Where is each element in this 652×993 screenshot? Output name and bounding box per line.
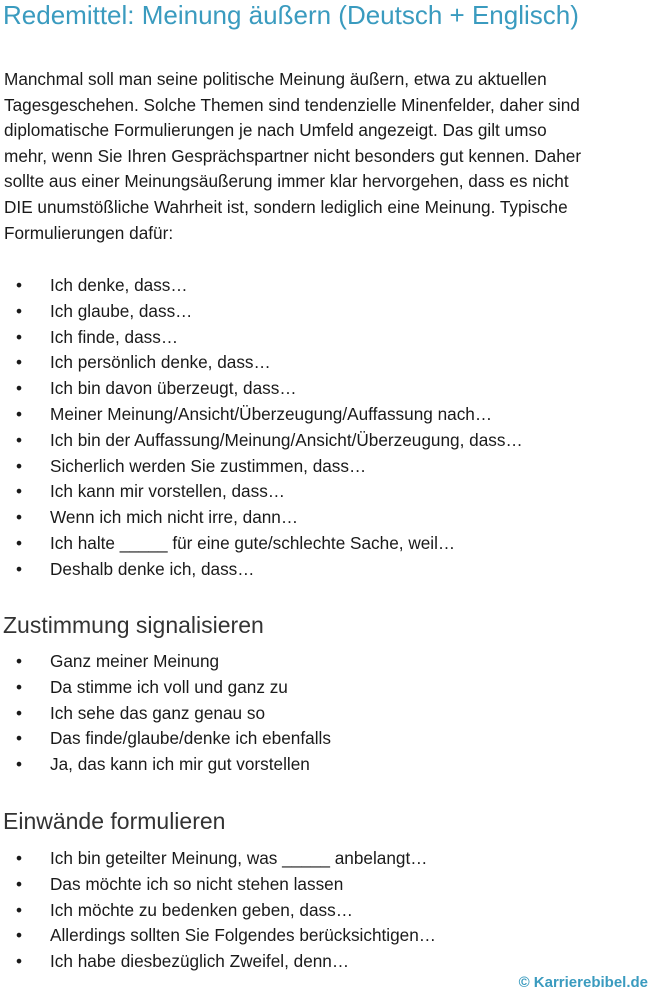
list-item: • Ja, das kann ich mir gut vorstellen (0, 752, 331, 778)
objections-heading: Einwände formulieren (3, 808, 226, 834)
list-item: • Ich denke, dass… (0, 273, 523, 299)
copyright-notice: © Karrierebibel.de (518, 974, 648, 991)
intro-paragraph (4, 67, 644, 246)
page-title: Redemittel: Meinung äußern (Deutsch + Englisch) (3, 0, 579, 30)
list-item: • Wenn ich mich nicht irre, dann… (0, 505, 523, 531)
intro-line: Tagesgeschehen. Solche Themen sind tendenzielle Minenfelder, daher sind (4, 94, 580, 115)
list-item: • Ich habe diesbezüglich Zweifel, denn… (0, 949, 436, 975)
agreement-heading: Zustimmung signalisieren (3, 612, 264, 638)
list-item: • Das möchte ich so nicht stehen lassen (0, 872, 436, 898)
intro-line: diplomatische Formulierungen je nach Umfeld angezeigt. Das gilt umso (4, 120, 547, 141)
intro-line: sollte aus einer Meinungsäußerung immer klar hervorgehen, dass es nicht (4, 171, 569, 192)
list-item: • Ich sehe das ganz genau so (0, 701, 331, 727)
list-item: • Ich halte _____ für eine gute/schlechte Sache, weil… (0, 531, 523, 557)
list-item: • Ich bin davon überzeugt, dass… (0, 376, 523, 402)
list-item: • Ich möchte zu bedenken geben, dass… (0, 898, 436, 924)
list-item: • Ich bin geteilter Meinung, was _____ anbelangt… (0, 846, 436, 872)
list-item: • Ich bin der Auffassung/Meinung/Ansicht/Überzeugung, dass… (0, 428, 523, 454)
objections-list (0, 846, 436, 975)
list-item: • Das finde/glaube/denke ich ebenfalls (0, 726, 331, 752)
list-item: • Allerdings sollten Sie Folgendes berücksichtigen… (0, 923, 436, 949)
opinion-phrase-list (0, 273, 523, 583)
list-item: • Sicherlich werden Sie zustimmen, dass… (0, 454, 523, 480)
list-item: • Da stimme ich voll und ganz zu (0, 675, 331, 701)
list-item: • Deshalb denke ich, dass… (0, 557, 523, 583)
list-item: • Ich persönlich denke, dass… (0, 350, 523, 376)
agreement-list (0, 649, 331, 778)
intro-line: DIE unumstößliche Wahrheit ist, sondern lediglich eine Meinung. Typische (4, 196, 568, 217)
list-item: • Ganz meiner Meinung (0, 649, 331, 675)
list-item: • Ich kann mir vorstellen, dass… (0, 479, 523, 505)
list-item: • Ich finde, dass… (0, 325, 523, 351)
list-item: • Ich glaube, dass… (0, 299, 523, 325)
intro-line: Formulierungen dafür: (4, 222, 174, 243)
intro-line: Manchmal soll man seine politische Meinung äußern, etwa zu aktuellen (4, 69, 547, 89)
intro-line: mehr, wenn Sie Ihren Gesprächspartner nicht besonders gut kennen. Daher (4, 145, 582, 166)
list-item: • Meiner Meinung/Ansicht/Überzeugung/Auffassung nach… (0, 402, 523, 428)
